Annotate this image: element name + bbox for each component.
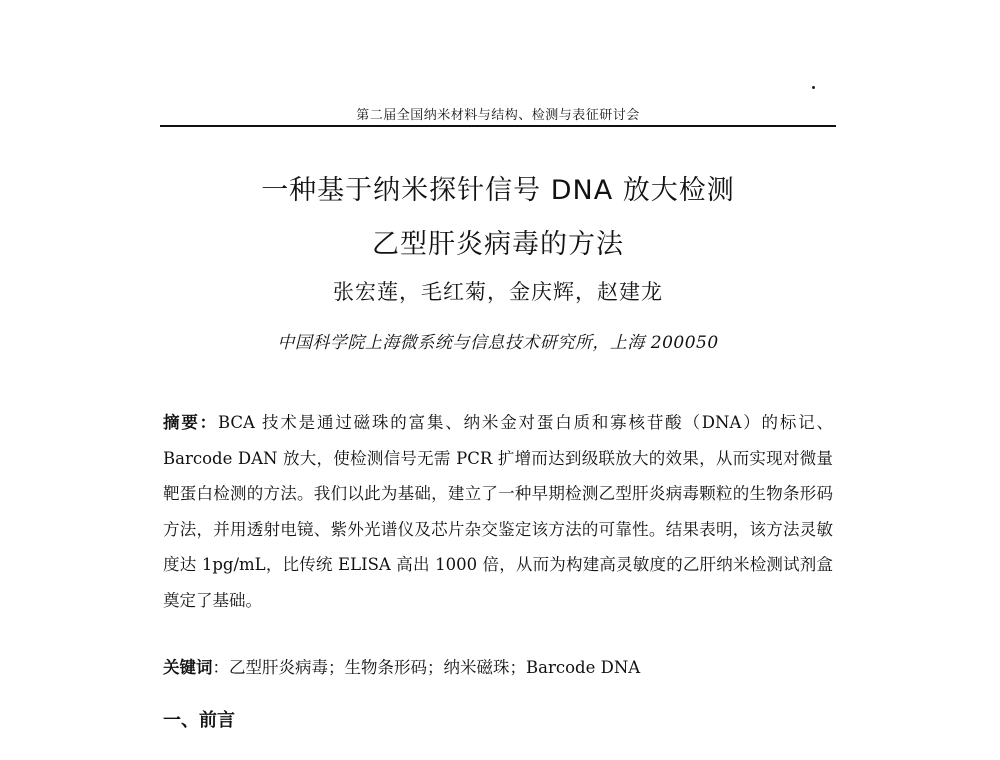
paper-authors: 张宏莲，毛红菊，金庆辉，赵建龙 — [333, 280, 663, 304]
conference-header: 第二届全国纳米材料与结构、检测与表征研讨会 — [356, 108, 640, 123]
abstract-label: 摘要： — [163, 413, 218, 432]
paper-title-line-2: 乙型肝炎病毒的方法 — [372, 229, 624, 260]
stray-mark — [812, 86, 815, 89]
abstract-text: BCA 技术是通过磁珠的富集、纳米金对蛋白质和寡核苷酸（DNA）的标记、Barcode DAN 放大，使检测信号无需 PCR 扩增而达到级联放大的效果，从而实现对微量靶蛋白检测的方法。我们以此为基础，建立了一种早期检测乙型肝炎病毒颗粒的生物条形码方法，并用透射电镜、紫外光谱仪及芯片杂交鉴定该方法的可靠性。结果表明，该方法灵敏度达 1pg/mL，比传统 ELISA 高出 1000 倍，从而为构建高灵敏度的乙肝纳米检测试剂盒奠定了基础。 — [163, 413, 833, 610]
paper-title-line-1: 一种基于纳米探针信号 DNA 放大检测 — [261, 175, 735, 206]
section-heading-introduction: 一、前言 — [163, 710, 235, 731]
paper-affiliation: 中国科学院上海微系统与信息技术研究所，上海 200050 — [277, 333, 719, 353]
header-divider — [160, 125, 836, 127]
keywords-text: ：乙型肝炎病毒；生物条形码；纳米磁珠；Barcode DNA — [212, 658, 641, 677]
abstract-paragraph — [163, 405, 833, 618]
keywords-label: 关键词 — [163, 658, 213, 677]
keywords-line — [163, 654, 833, 682]
